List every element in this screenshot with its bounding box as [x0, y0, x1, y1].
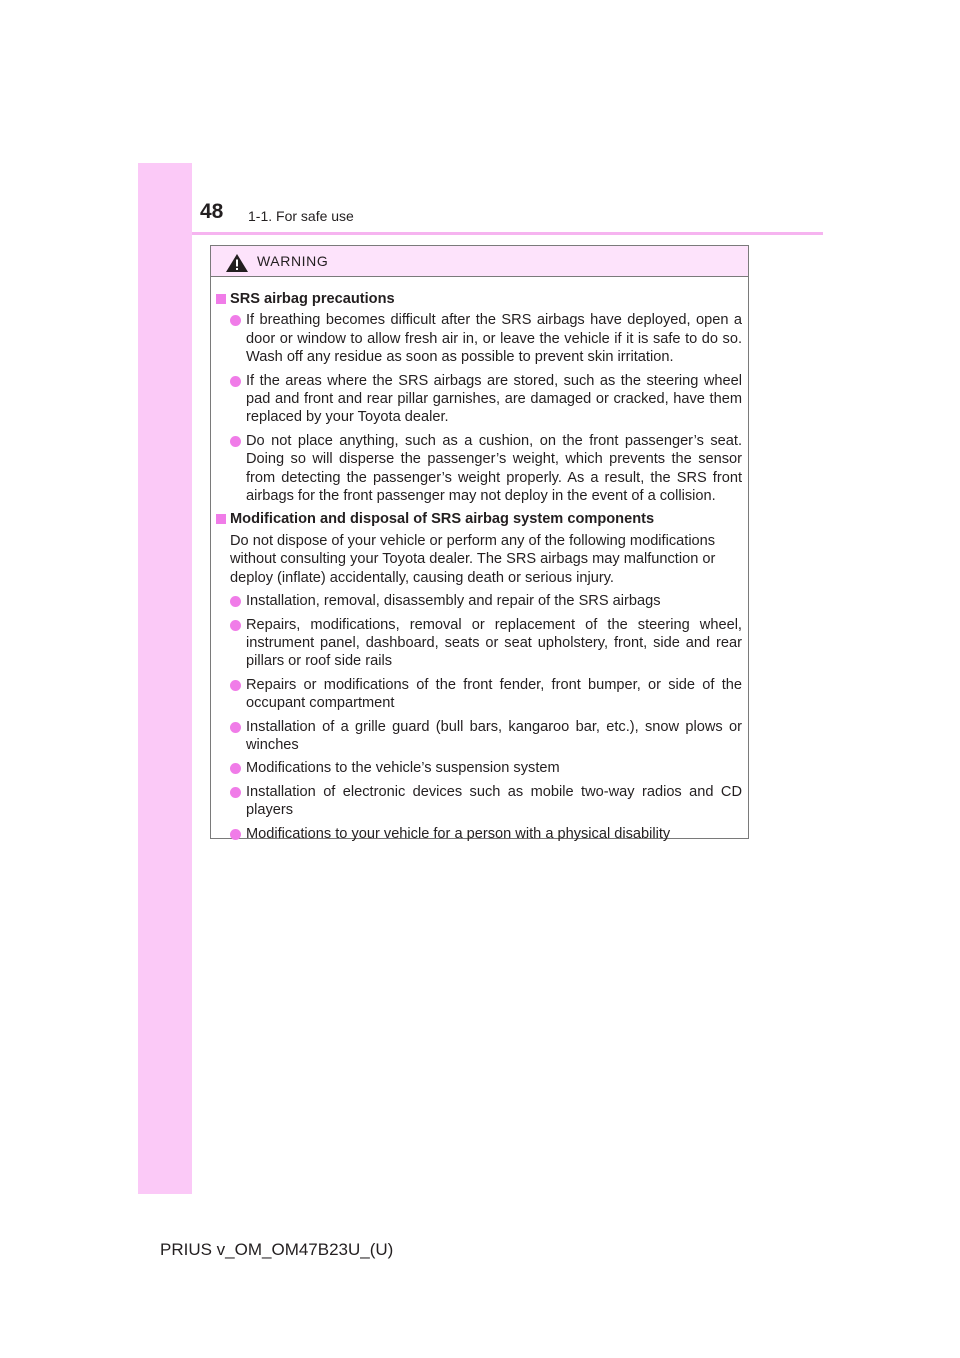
circle-bullet-icon: [230, 596, 241, 607]
warning-triangle-icon: [225, 253, 249, 273]
list-item: [216, 759, 742, 777]
list-item: [216, 616, 742, 671]
list-item: [216, 592, 742, 610]
list-item: [216, 372, 742, 427]
circle-bullet-icon: [230, 315, 241, 326]
list-item: [216, 783, 742, 820]
list-item: [216, 311, 742, 366]
section-intro: Do not dispose of your vehicle or perform any of the following modifications without consulting your Toyota dealer. The SRS airbags may malfunction or deploy (inflate) accidentally, causing death or serious injury.: [230, 532, 716, 586]
circle-bullet-icon: [230, 436, 241, 447]
section-title: 1-1. For safe use: [248, 208, 354, 224]
circle-bullet-icon: [230, 680, 241, 691]
bullet-text: Repairs, modifications, removal or replacement of the steering wheel, instrument panel, dashboard, seats or seat upholstery, front, side and rear pillars or roof side rails: [246, 616, 742, 670]
bullet-text: Do not place anything, such as a cushion, on the front passenger’s seat. Doing so will disperse the passenger’s weight, which prevents the sensor from detecting the passenger’s weight properly. As a result, the SRS front airbags for the front passenger may not deploy in the event of a collision.: [246, 432, 742, 505]
list-item: [216, 825, 742, 843]
circle-bullet-icon: [230, 722, 241, 733]
section-heading: [216, 510, 742, 528]
page-number: 48: [200, 200, 224, 223]
bullet-text: Installation of electronic devices such as mobile two-way radios and CD players: [246, 783, 742, 819]
heading-text: Modification and disposal of SRS airbag system components: [230, 511, 655, 528]
list-item: [216, 676, 742, 713]
bullet-text: If breathing becomes difficult after the SRS airbags have deployed, open a door or window to allow fresh air in, or leave the vehicle if it is safe to do so. Wash off any residue as soon as possible to prevent skin irritation.: [246, 312, 742, 366]
warning-header: [211, 246, 748, 277]
bullet-text: Repairs or modifications of the front fender, front bumper, or side of the occupant compartment: [246, 676, 742, 712]
section-heading: [216, 290, 742, 308]
list-item: [216, 432, 742, 506]
square-bullet-icon: [216, 514, 226, 524]
bullet-text: Installation, removal, disassembly and repair of the SRS airbags: [246, 593, 661, 610]
circle-bullet-icon: [230, 620, 241, 631]
list-item: [216, 718, 742, 755]
circle-bullet-icon: [230, 787, 241, 798]
circle-bullet-icon: [230, 829, 241, 840]
document-id: PRIUS v_OM_OM47B23U_(U): [160, 1240, 394, 1259]
bullet-text: Modifications to the vehicle’s suspension system: [246, 760, 560, 777]
bullet-text: Installation of a grille guard (bull bars, kangaroo bar, etc.), snow plows or winches: [246, 718, 742, 753]
square-bullet-icon: [216, 294, 226, 304]
side-color-band: [138, 163, 192, 1194]
bullet-text: Modifications to your vehicle for a person with a physical disability: [246, 825, 671, 842]
header-divider: [192, 232, 823, 235]
circle-bullet-icon: [230, 763, 241, 774]
circle-bullet-icon: [230, 376, 241, 387]
warning-box: [210, 245, 749, 842]
bullet-text: If the areas where the SRS airbags are stored, such as the steering wheel pad and front and rear pillar garnishes, are damaged or cracked, have them replaced by your Toyota dealer.: [246, 372, 742, 426]
warning-body: [211, 277, 748, 843]
warning-title: WARNING: [257, 253, 329, 269]
heading-text: SRS airbag precautions: [230, 291, 395, 307]
